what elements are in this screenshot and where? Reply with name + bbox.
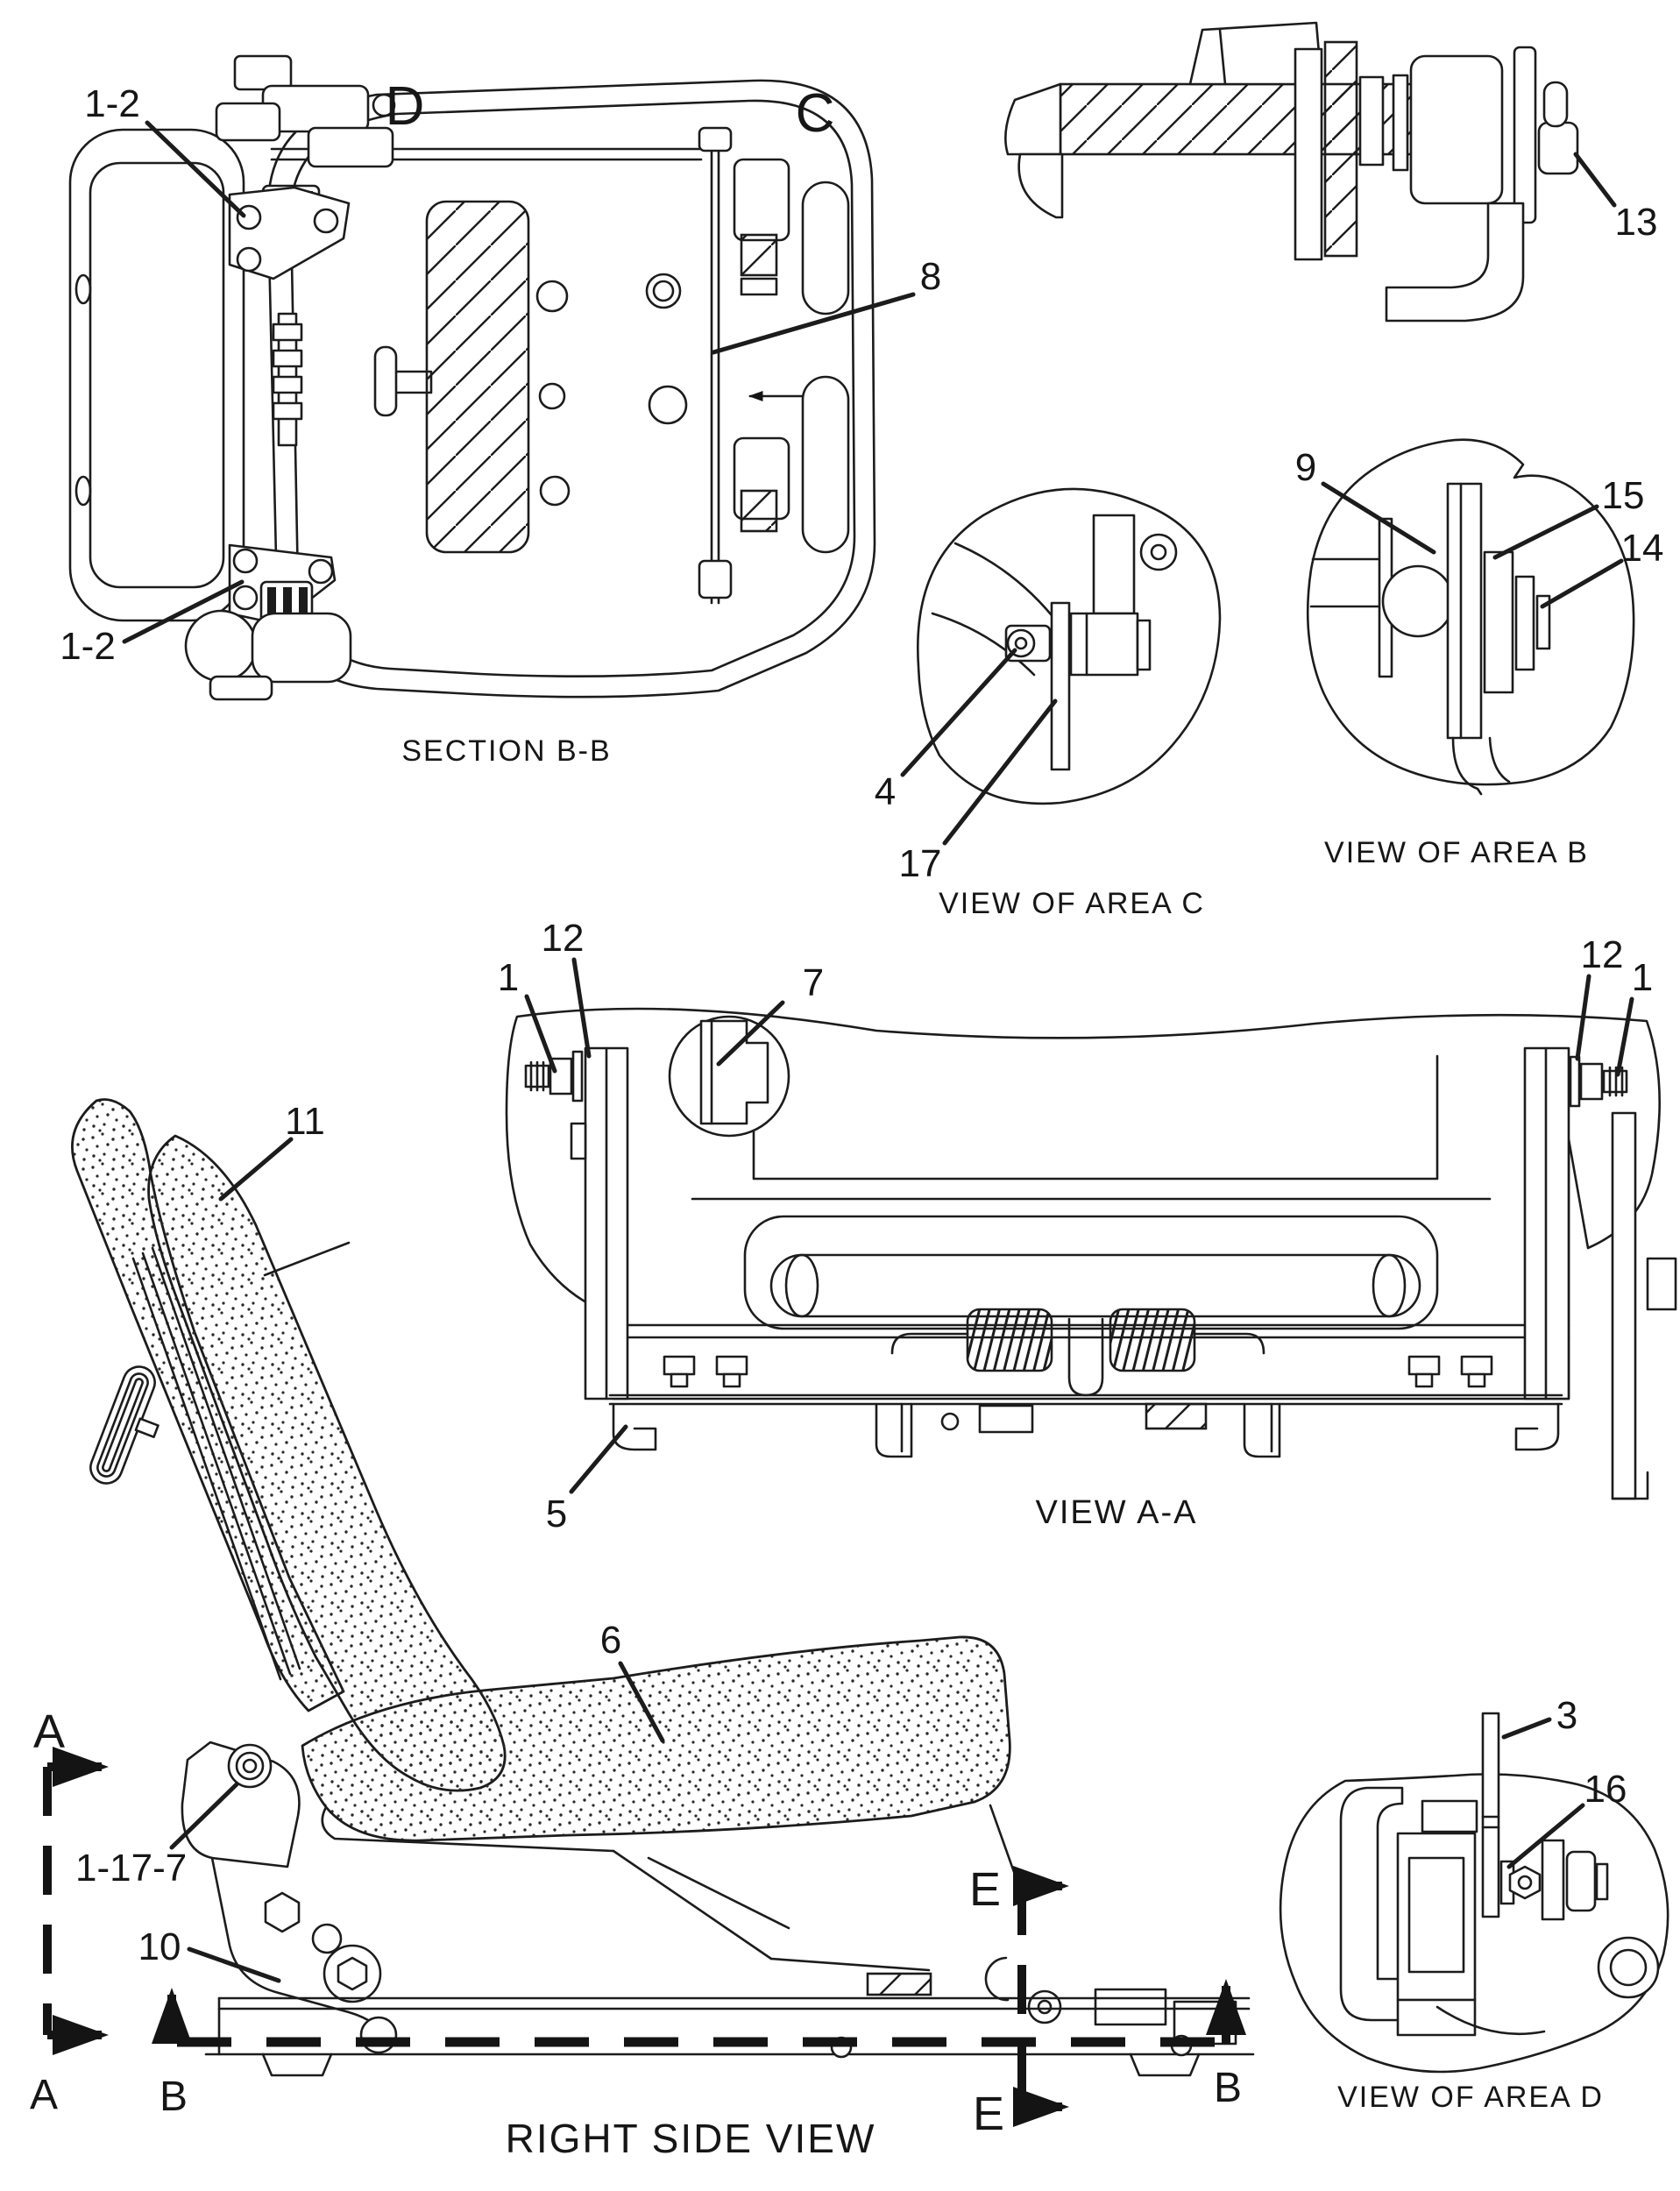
callout-6: 6 (599, 1619, 622, 1662)
washer-stack (1485, 552, 1513, 692)
support-plate (1448, 484, 1481, 738)
leader-10 (189, 1949, 279, 1981)
callout-3: 3 (1556, 1694, 1578, 1737)
leader-3 (1504, 1719, 1549, 1737)
callout-7: 7 (802, 961, 825, 1004)
pad-handle (375, 347, 396, 415)
callout-17: 17 (898, 842, 942, 885)
callout-4: 4 (874, 770, 897, 813)
view-aa (498, 917, 1676, 1535)
view-area-d (1280, 1694, 1668, 2114)
callout-1-right: 1 (1631, 956, 1654, 999)
callout-1-2-bottom: 1-2 (60, 625, 116, 668)
right-side-caption: RIGHT SIDE VIEW (505, 2116, 876, 2161)
backrest-seam (265, 1243, 349, 1275)
spring-right (1110, 1309, 1194, 1371)
callout-16: 16 (1584, 1768, 1627, 1811)
section-bb-caption: SECTION B-B (401, 734, 612, 768)
ball-stud (1383, 566, 1453, 636)
leader-11 (221, 1139, 291, 1199)
mount-plate (1052, 603, 1069, 769)
j-hook (1386, 203, 1523, 321)
view-area-b (1295, 440, 1664, 869)
threaded-rod (1060, 84, 1443, 154)
callout-10: 10 (138, 1925, 181, 1968)
section-letter-b-left: B (159, 2074, 188, 2120)
detail-13-view (1005, 23, 1657, 321)
hatched-pad (427, 202, 528, 552)
roller-tube (771, 1255, 1420, 1316)
section-line-a (47, 1767, 102, 2035)
base-channel (610, 1395, 1562, 1457)
section-letter-c: C (795, 83, 835, 144)
bracket-arm (1094, 515, 1134, 613)
spring-left (968, 1309, 1052, 1371)
callout-12-left: 12 (541, 917, 585, 960)
section-letter-a-top: A (32, 1705, 66, 1758)
view-aa-caption: VIEW A-A (1035, 1494, 1198, 1531)
belt-strap (1483, 1713, 1499, 1917)
view-area-c (875, 489, 1220, 920)
leader-5 (571, 1427, 626, 1492)
section-letter-e-top: E (968, 1863, 1002, 1916)
callout-12-right: 12 (1580, 933, 1624, 976)
pad-handle-stem (393, 372, 431, 393)
bushing (1071, 613, 1138, 675)
callout-13: 13 (1614, 201, 1658, 244)
section-letter-a-bottom: A (29, 2072, 59, 2118)
bolt-16 (1510, 1867, 1540, 1898)
callout-14: 14 (1620, 527, 1664, 570)
channel-hook-right (1516, 1404, 1558, 1450)
section-letter-b-right: B (1213, 2065, 1243, 2111)
callout-1-2-top: 1-2 (84, 82, 140, 125)
callout-1-17-7: 1-17-7 (75, 1847, 188, 1890)
roller-boss (1598, 1938, 1658, 1997)
view-area-c-caption: VIEW OF AREA C (939, 887, 1205, 920)
callout-5: 5 (545, 1493, 568, 1535)
callout-1-left: 1 (497, 956, 520, 999)
adjuster-strip (273, 314, 301, 445)
section-letter-d: D (385, 76, 425, 137)
bushing-cylinder (1411, 56, 1502, 203)
leader-13 (1576, 154, 1614, 205)
callout-15: 15 (1601, 474, 1645, 517)
channel-hook-left (613, 1404, 656, 1450)
backrest-top-view (70, 130, 244, 620)
callout-11: 11 (285, 1100, 325, 1143)
view-area-b-caption: VIEW OF AREA B (1324, 836, 1589, 869)
callout-8: 8 (919, 255, 942, 298)
view-area-d-caption: VIEW OF AREA D (1337, 2081, 1604, 2114)
callout-9: 9 (1294, 446, 1317, 489)
section-bb-view (60, 56, 941, 768)
section-letter-e-bottom: E (972, 2088, 1005, 2140)
